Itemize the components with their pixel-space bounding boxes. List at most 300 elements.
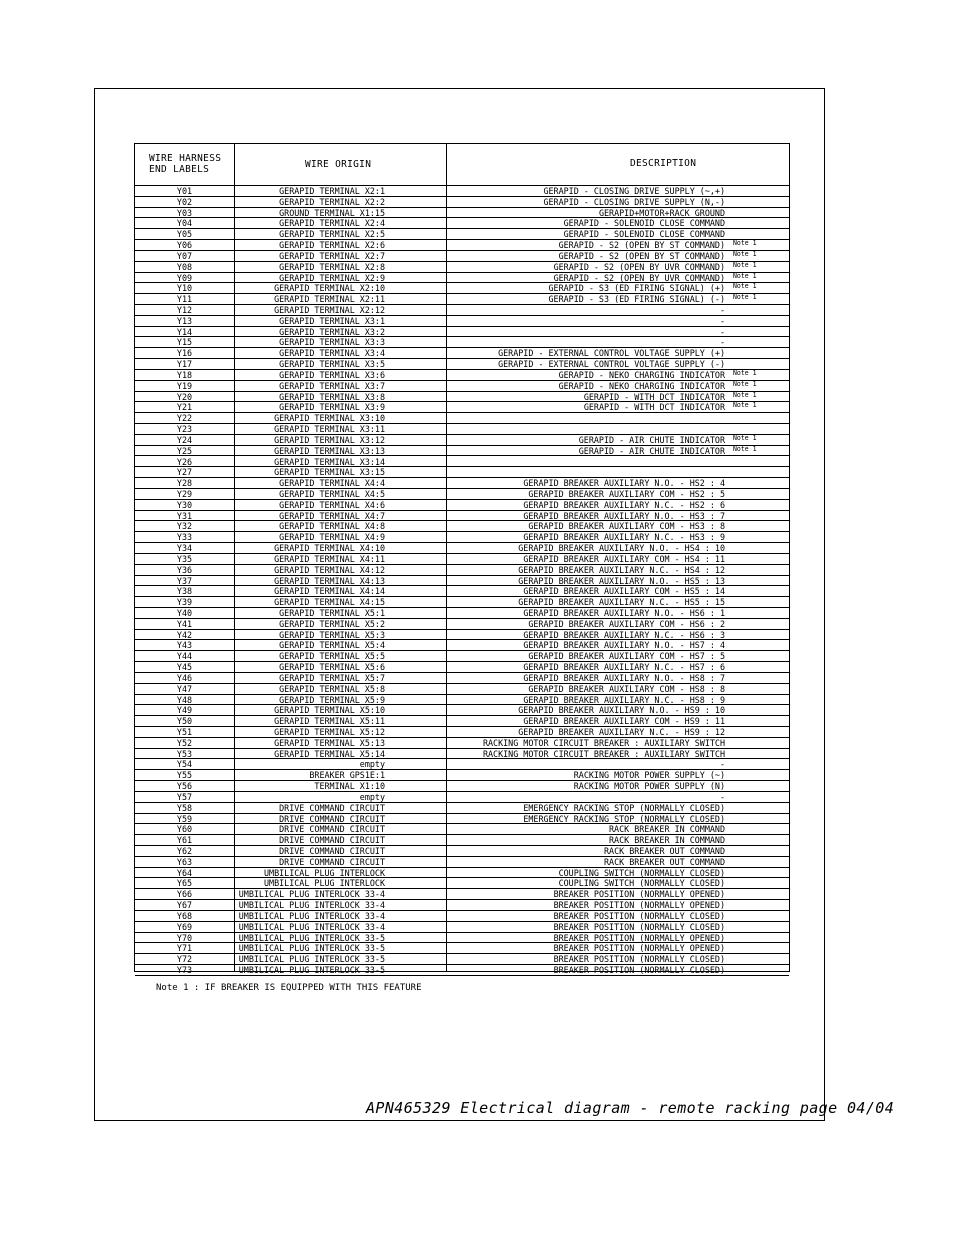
- description-cell: GERAPID BREAKER AUXILIARY N.O. - HS6 : 1: [523, 607, 725, 619]
- table-row: [135, 370, 789, 381]
- wire-origin-cell: GERAPID TERMINAL X3:5: [279, 358, 385, 370]
- note-cell: Note 1: [733, 379, 757, 388]
- wire-origin-cell: GERAPID TERMINAL X4:8: [279, 521, 385, 532]
- wire-origin-cell: GERAPID TERMINAL X3:14: [274, 456, 385, 467]
- wire-origin-cell: GERAPID TERMINAL X4:14: [274, 586, 385, 597]
- wire-label-cell: Y63: [176, 856, 193, 868]
- table-row: [135, 900, 789, 911]
- description-cell: COUPLING SWITCH (NORMALLY CLOSED): [558, 867, 725, 878]
- description-cell: -: [719, 315, 725, 327]
- wire-label-cell: Y31: [176, 510, 193, 521]
- wire-origin-cell: GERAPID TERMINAL X3:12: [274, 434, 385, 446]
- table-row: [135, 348, 789, 359]
- wire-harness-table: [134, 143, 790, 976]
- wire-label-cell: Y61: [176, 834, 193, 846]
- wire-label-cell: Y19: [176, 380, 193, 391]
- table-row: [135, 922, 789, 933]
- description-cell: GERAPID - CLOSING DRIVE SUPPLY (N,-): [543, 196, 725, 208]
- description-cell: BREAKER POSITION (NORMALLY CLOSED): [553, 964, 725, 976]
- note-cell: [733, 941, 773, 952]
- wire-origin-cell: GERAPID TERMINAL X5:11: [274, 715, 385, 727]
- note-cell: [733, 487, 773, 498]
- wire-label-cell: Y02: [176, 196, 193, 208]
- table-row: [135, 521, 789, 532]
- note-cell: [733, 725, 773, 736]
- description-cell: GERAPID BREAKER AUXILIARY N.C. - HS8 : 9: [523, 694, 725, 705]
- table-row: [135, 467, 789, 478]
- table-row: [135, 954, 789, 965]
- header-description: DESCRIPTION: [630, 158, 697, 169]
- note-cell: [733, 844, 773, 855]
- table-row: [135, 273, 789, 284]
- wire-origin-cell: GERAPID TERMINAL X4:15: [274, 596, 385, 608]
- wire-origin-cell: GERAPID TERMINAL X3:3: [279, 337, 385, 348]
- wire-label-cell: Y11: [176, 293, 193, 305]
- wire-label-cell: Y12: [176, 304, 193, 316]
- table-row: [135, 283, 789, 294]
- wire-origin-cell: GERAPID TERMINAL X4:13: [274, 575, 385, 586]
- description-cell: GERAPID - EXTERNAL CONTROL VOLTAGE SUPPLY (+): [498, 348, 725, 359]
- description-cell: RACK BREAKER OUT COMMAND: [603, 845, 725, 857]
- note-cell: [733, 573, 773, 584]
- description-cell: GERAPID BREAKER AUXILIARY COM - HS4 : 11: [523, 553, 725, 565]
- wire-origin-cell: GERAPID TERMINAL X4:12: [274, 564, 385, 575]
- description-cell: BREAKER POSITION (NORMALLY OPENED): [553, 943, 725, 954]
- table-row: [135, 186, 789, 197]
- header-label-line1: WIRE HARNESS: [149, 153, 222, 164]
- wire-label-cell: Y01: [176, 185, 193, 197]
- wire-origin-cell: UMBILICAL PLUG INTERLOCK: [263, 878, 385, 889]
- description-cell: BREAKER POSITION (NORMALLY CLOSED): [553, 953, 725, 965]
- description-cell: GERAPID - S2 (OPEN BY UVR COMMAND): [553, 261, 725, 272]
- table-row: [135, 262, 789, 273]
- description-cell: RACK BREAKER OUT COMMAND: [603, 856, 725, 868]
- wire-origin-cell: GERAPID TERMINAL X4:4: [279, 477, 385, 489]
- table-row: [135, 489, 789, 500]
- note-cell: [733, 324, 773, 335]
- note-cell: [733, 465, 773, 476]
- table-row: [135, 716, 789, 727]
- wire-label-cell: Y71: [176, 943, 193, 954]
- note-cell: Note 1: [733, 401, 757, 410]
- table-row: [135, 337, 789, 348]
- note-cell: [733, 216, 773, 227]
- wire-origin-cell: GERAPID TERMINAL X3:8: [279, 391, 385, 402]
- note-cell: [733, 822, 773, 833]
- wire-label-cell: Y66: [176, 889, 193, 900]
- table-row: [135, 446, 789, 457]
- wire-label-cell: Y28: [176, 477, 193, 489]
- note-cell: [733, 530, 773, 541]
- wire-label-cell: Y33: [176, 531, 193, 543]
- wire-label-cell: Y45: [176, 661, 193, 673]
- note-cell: [733, 692, 773, 703]
- wire-label-cell: Y62: [176, 845, 193, 857]
- note-cell: [733, 541, 773, 552]
- table-row: [135, 911, 789, 922]
- description-cell: GERAPID - AIR CHUTE INDICATOR: [578, 445, 725, 456]
- note-cell: [733, 920, 773, 931]
- table-row: [135, 608, 789, 619]
- table-row: [135, 943, 789, 954]
- wire-origin-cell: GERAPID TERMINAL X3:1: [279, 315, 385, 327]
- table-row: [135, 814, 789, 825]
- wire-label-cell: Y67: [176, 899, 193, 911]
- wire-origin-cell: DRIVE COMMAND CIRCUIT: [279, 856, 385, 868]
- note-cell: [733, 422, 773, 433]
- wire-label-cell: Y07: [176, 250, 193, 262]
- description-cell: GERAPID - EXTERNAL CONTROL VOLTAGE SUPPLY (-): [498, 358, 725, 370]
- note-cell: [733, 411, 773, 422]
- table-row: [135, 651, 789, 662]
- table-row: [135, 781, 789, 792]
- description-cell: -: [719, 759, 725, 770]
- wire-origin-cell: GERAPID TERMINAL X2:11: [274, 293, 385, 305]
- note-cell: Note 1: [733, 260, 757, 269]
- note-cell: Note 1: [733, 368, 757, 378]
- wire-origin-cell: GERAPID TERMINAL X2:4: [279, 218, 385, 229]
- table-row: [135, 684, 789, 695]
- wire-label-cell: Y50: [176, 715, 193, 727]
- table-row: [135, 229, 789, 240]
- description-cell: [447, 424, 725, 435]
- description-cell: GERAPID - NEKO CHARGING INDICATOR: [558, 380, 725, 391]
- description-cell: GERAPID BREAKER AUXILIARY COM - HS2 : 5: [528, 488, 725, 500]
- footnote: Note 1 : IF BREAKER IS EQUIPPED WITH THIS FEATURE: [156, 983, 422, 993]
- note-cell: [733, 195, 773, 206]
- wire-origin-cell: GERAPID TERMINAL X2:9: [279, 272, 385, 283]
- description-cell: [447, 467, 725, 478]
- wire-origin-cell: GERAPID TERMINAL X2:12: [274, 304, 385, 316]
- table-row: [135, 803, 789, 814]
- wire-origin-cell: GERAPID TERMINAL X5:3: [279, 629, 385, 640]
- wire-origin-cell: GERAPID TERMINAL X4:5: [279, 488, 385, 500]
- description-cell: GERAPID+MOTOR+RACK GROUND: [598, 207, 725, 218]
- description-cell: GERAPID - NEKO CHARGING INDICATOR: [558, 369, 725, 381]
- wire-label-cell: Y44: [176, 651, 193, 662]
- note-cell: [733, 184, 773, 195]
- wire-origin-cell: GERAPID TERMINAL X5:13: [274, 737, 385, 749]
- wire-origin-cell: GERAPID TERMINAL X5:4: [279, 640, 385, 651]
- wire-label-cell: Y25: [176, 445, 193, 456]
- table-row: [135, 792, 789, 803]
- wire-label-cell: Y55: [176, 770, 193, 781]
- wire-label-cell: Y32: [176, 521, 193, 532]
- wire-origin-cell: UMBILICAL PLUG INTERLOCK 33-4: [238, 899, 385, 911]
- wire-label-cell: Y04: [176, 218, 193, 229]
- description-cell: GERAPID BREAKER AUXILIARY N.C. - HS4 : 12: [518, 564, 725, 575]
- description-cell: GERAPID - SOLENOID CLOSE COMMAND: [563, 229, 725, 240]
- wire-origin-cell: UMBILICAL PLUG INTERLOCK 33-4: [238, 921, 385, 932]
- table-row: [135, 640, 789, 651]
- description-cell: GERAPID BREAKER AUXILIARY COM - HS7 : 5: [528, 651, 725, 662]
- note-cell: [733, 519, 773, 530]
- table-row: [135, 857, 789, 868]
- table-row: [135, 759, 789, 770]
- wire-origin-cell: UMBILICAL PLUG INTERLOCK 33-4: [238, 889, 385, 900]
- description-cell: GERAPID BREAKER AUXILIARY N.C. - HS6 : 3: [523, 629, 725, 640]
- note-cell: [733, 562, 773, 573]
- wire-origin-cell: UMBILICAL PLUG INTERLOCK 33-5: [238, 964, 385, 976]
- note-cell: Note 1: [733, 282, 757, 291]
- wire-label-cell: Y65: [176, 878, 193, 889]
- wire-label-cell: Y70: [176, 932, 193, 943]
- note-cell: [733, 963, 773, 974]
- note-cell: [733, 606, 773, 617]
- table-row: [135, 554, 789, 565]
- table-row: [135, 435, 789, 446]
- wire-label-cell: Y20: [176, 391, 193, 402]
- note-cell: Note 1: [733, 292, 757, 302]
- wire-label-cell: Y73: [176, 964, 193, 976]
- note-cell: Note 1: [733, 444, 757, 453]
- table-row: [135, 294, 789, 305]
- table-row: [135, 251, 789, 262]
- wire-label-cell: Y29: [176, 488, 193, 500]
- wire-label-cell: Y58: [176, 802, 193, 813]
- description-cell: GERAPID - S3 (ED FIRING SIGNAL) (+): [548, 283, 725, 294]
- wire-origin-cell: UMBILICAL PLUG INTERLOCK 33-5: [238, 943, 385, 954]
- wire-label-cell: Y10: [176, 283, 193, 294]
- note-cell: [733, 357, 773, 368]
- description-cell: GERAPID BREAKER AUXILIARY N.O. - HS4 : 10: [518, 542, 725, 554]
- wire-origin-cell: GERAPID TERMINAL X2:2: [279, 196, 385, 208]
- description-cell: GERAPID - S2 (OPEN BY UVR COMMAND): [553, 272, 725, 283]
- wire-origin-cell: GERAPID TERMINAL X3:15: [274, 467, 385, 478]
- header-end-labels: [149, 153, 221, 175]
- wire-label-cell: Y41: [176, 618, 193, 630]
- wire-label-cell: Y06: [176, 239, 193, 251]
- note-cell: Note 1: [733, 249, 757, 259]
- wire-label-cell: Y27: [176, 467, 193, 478]
- description-cell: GERAPID - AIR CHUTE INDICATOR: [578, 434, 725, 446]
- wire-label-cell: Y14: [176, 326, 193, 337]
- wire-label-cell: Y34: [176, 542, 193, 554]
- description-cell: GERAPID - S3 (ED FIRING SIGNAL) (-): [548, 293, 725, 305]
- wire-label-cell: Y16: [176, 348, 193, 359]
- table-row: [135, 543, 789, 554]
- wire-label-cell: Y21: [176, 402, 193, 413]
- description-cell: COUPLING SWITCH (NORMALLY CLOSED): [558, 878, 725, 889]
- table-row: [135, 218, 789, 229]
- table-row: [135, 662, 789, 673]
- wire-label-cell: Y64: [176, 867, 193, 878]
- note-cell: [733, 887, 773, 898]
- note-cell: [733, 638, 773, 649]
- note-cell: [733, 649, 773, 660]
- description-cell: GERAPID BREAKER AUXILIARY COM - HS6 : 2: [528, 618, 725, 630]
- note-cell: [733, 681, 773, 692]
- wire-origin-cell: GERAPID TERMINAL X5:7: [279, 672, 385, 684]
- wire-label-cell: Y68: [176, 910, 193, 922]
- table-row: [135, 478, 789, 489]
- note-cell: [733, 779, 773, 790]
- wire-origin-cell: BREAKER GPS1E:1: [309, 770, 385, 781]
- description-cell: -: [719, 304, 725, 316]
- note-cell: [733, 335, 773, 346]
- table-row: [135, 532, 789, 543]
- wire-origin-cell: GERAPID TERMINAL X4:10: [274, 542, 385, 554]
- wire-origin-cell: GERAPID TERMINAL X5:12: [274, 726, 385, 738]
- description-cell: GERAPID BREAKER AUXILIARY COM - HS8 : 8: [528, 683, 725, 694]
- table-row: [135, 738, 789, 749]
- wire-origin-cell: DRIVE COMMAND CIRCUIT: [279, 834, 385, 846]
- description-cell: RACKING MOTOR POWER SUPPLY (~): [573, 770, 725, 781]
- header-wire-origin: WIRE ORIGIN: [305, 159, 372, 170]
- description-cell: EMERGENCY RACKING STOP (NORMALLY CLOSED): [523, 813, 725, 824]
- description-cell: -: [719, 337, 725, 348]
- note-cell: [733, 800, 773, 811]
- wire-label-cell: Y48: [176, 694, 193, 705]
- note-cell: [733, 898, 773, 909]
- wire-label-cell: Y30: [176, 499, 193, 511]
- note-cell: [733, 833, 773, 844]
- wire-label-cell: Y36: [176, 564, 193, 575]
- table-row: [135, 673, 789, 684]
- note-cell: [733, 757, 773, 768]
- wire-label-cell: Y47: [176, 683, 193, 694]
- wire-origin-cell: GERAPID TERMINAL X3:13: [274, 445, 385, 456]
- wire-origin-cell: GROUND TERMINAL X1:15: [279, 207, 385, 218]
- wire-origin-cell: GERAPID TERMINAL X2:1: [279, 185, 385, 197]
- description-cell: GERAPID BREAKER AUXILIARY N.C. - HS9 : 12: [518, 726, 725, 738]
- table-row: [135, 835, 789, 846]
- description-cell: EMERGENCY RACKING STOP (NORMALLY CLOSED): [523, 802, 725, 813]
- wire-label-cell: Y40: [176, 607, 193, 619]
- note-cell: [733, 865, 773, 876]
- note-cell: [733, 876, 773, 887]
- note-cell: [733, 703, 773, 714]
- wire-label-cell: Y22: [176, 412, 193, 424]
- wire-origin-cell: GERAPID TERMINAL X5:10: [274, 705, 385, 716]
- wire-label-cell: Y26: [176, 456, 193, 467]
- note-cell: Note 1: [733, 238, 757, 248]
- note-cell: [733, 736, 773, 747]
- wire-origin-cell: GERAPID TERMINAL X3:7: [279, 380, 385, 391]
- wire-label-cell: Y38: [176, 586, 193, 597]
- table-row: [135, 889, 789, 900]
- table-row: [135, 457, 789, 468]
- description-cell: GERAPID - S2 (OPEN BY ST COMMAND): [558, 250, 725, 262]
- note-cell: [733, 952, 773, 963]
- wire-origin-cell: GERAPID TERMINAL X4:11: [274, 553, 385, 565]
- wire-label-cell: Y57: [176, 791, 193, 803]
- wire-origin-cell: UMBILICAL PLUG INTERLOCK 33-5: [238, 953, 385, 965]
- table-row: [135, 705, 789, 716]
- wire-label-cell: Y09: [176, 272, 193, 283]
- description-cell: [447, 456, 725, 467]
- description-cell: GERAPID BREAKER AUXILIARY N.O. - HS5 : 13: [518, 575, 725, 586]
- description-cell: GERAPID BREAKER AUXILIARY COM - HS5 : 14: [523, 586, 725, 597]
- note-cell: [733, 714, 773, 725]
- note-cell: [733, 909, 773, 920]
- wire-label-cell: Y23: [176, 423, 193, 435]
- table-row: [135, 878, 789, 889]
- description-cell: [447, 413, 725, 424]
- wire-origin-cell: empty: [359, 791, 385, 803]
- wire-origin-cell: GERAPID TERMINAL X3:2: [279, 326, 385, 337]
- wire-label-cell: Y46: [176, 672, 193, 684]
- wire-origin-cell: GERAPID TERMINAL X2:7: [279, 250, 385, 262]
- wire-label-cell: Y18: [176, 369, 193, 381]
- note-cell: Note 1: [733, 390, 757, 399]
- description-cell: GERAPID BREAKER AUXILIARY COM - HS3 : 8: [528, 521, 725, 532]
- wire-origin-cell: GERAPID TERMINAL X5:6: [279, 661, 385, 673]
- wire-origin-cell: GERAPID TERMINAL X2:8: [279, 261, 385, 272]
- wire-origin-cell: GERAPID TERMINAL X5:14: [274, 748, 385, 759]
- wire-label-cell: Y53: [176, 748, 193, 759]
- description-cell: GERAPID BREAKER AUXILIARY N.O. - HS3 : 7: [523, 510, 725, 521]
- wire-origin-cell: GERAPID TERMINAL X5:1: [279, 607, 385, 619]
- wire-origin-cell: GERAPID TERMINAL X4:9: [279, 531, 385, 543]
- note-cell: [733, 617, 773, 628]
- wire-origin-cell: GERAPID TERMINAL X3:9: [279, 402, 385, 413]
- description-cell: BREAKER POSITION (NORMALLY CLOSED): [553, 921, 725, 932]
- note-cell: [733, 930, 773, 941]
- wire-label-cell: Y08: [176, 261, 193, 272]
- table-row: [135, 727, 789, 738]
- description-cell: RACK BREAKER IN COMMAND: [609, 824, 725, 835]
- wire-origin-cell: UMBILICAL PLUG INTERLOCK 33-4: [238, 910, 385, 922]
- description-cell: GERAPID BREAKER AUXILIARY COM - HS9 : 11: [523, 715, 725, 727]
- wire-origin-cell: GERAPID TERMINAL X5:2: [279, 618, 385, 630]
- note-cell: Note 1: [733, 271, 757, 280]
- description-cell: BREAKER POSITION (NORMALLY OPENED): [553, 899, 725, 911]
- description-cell: RACKING MOTOR POWER SUPPLY (N): [573, 780, 725, 792]
- description-cell: BREAKER POSITION (NORMALLY OPENED): [553, 889, 725, 900]
- wire-origin-cell: GERAPID TERMINAL X3:4: [279, 348, 385, 359]
- table-row: [135, 402, 789, 413]
- wire-label-cell: Y17: [176, 358, 193, 370]
- wire-label-cell: Y15: [176, 337, 193, 348]
- wire-origin-cell: GERAPID TERMINAL X4:6: [279, 499, 385, 511]
- table-row: [135, 965, 789, 976]
- description-cell: GERAPID - S2 (OPEN BY ST COMMAND): [558, 239, 725, 251]
- table-row: [135, 824, 789, 835]
- description-cell: -: [719, 791, 725, 803]
- wire-label-cell: Y52: [176, 737, 193, 749]
- wire-origin-cell: TERMINAL X1:10: [314, 780, 385, 792]
- note-cell: [733, 790, 773, 801]
- wire-label-cell: Y43: [176, 640, 193, 651]
- description-cell: GERAPID - CLOSING DRIVE SUPPLY (~,+): [543, 185, 725, 197]
- wire-origin-cell: GERAPID TERMINAL X4:7: [279, 510, 385, 521]
- note-cell: [733, 552, 773, 563]
- note-cell: [733, 595, 773, 606]
- table-row: [135, 695, 789, 706]
- wire-origin-cell: GERAPID TERMINAL X2:10: [274, 283, 385, 294]
- table-row: [135, 586, 789, 597]
- wire-label-cell: Y56: [176, 780, 193, 792]
- wire-origin-cell: DRIVE COMMAND CIRCUIT: [279, 824, 385, 835]
- table-row: [135, 316, 789, 327]
- note-cell: [733, 346, 773, 357]
- description-cell: GERAPID BREAKER AUXILIARY N.C. - HS5 : 15: [518, 596, 725, 608]
- wire-origin-cell: empty: [359, 759, 385, 770]
- table-row: [135, 597, 789, 608]
- table-row: [135, 565, 789, 576]
- wire-origin-cell: GERAPID TERMINAL X3:10: [274, 412, 385, 424]
- description-cell: GERAPID BREAKER AUXILIARY N.O. - HS9 : 10: [518, 705, 725, 716]
- wire-label-cell: Y59: [176, 813, 193, 824]
- table-row: [135, 424, 789, 435]
- wire-origin-cell: GERAPID TERMINAL X5:8: [279, 683, 385, 694]
- wire-label-cell: Y51: [176, 726, 193, 738]
- note-cell: [733, 205, 773, 216]
- description-cell: RACKING MOTOR CIRCUIT BREAKER : AUXILIARY SWITCH: [482, 737, 725, 749]
- wire-label-cell: Y72: [176, 953, 193, 965]
- description-cell: GERAPID - SOLENOID CLOSE COMMAND: [563, 218, 725, 229]
